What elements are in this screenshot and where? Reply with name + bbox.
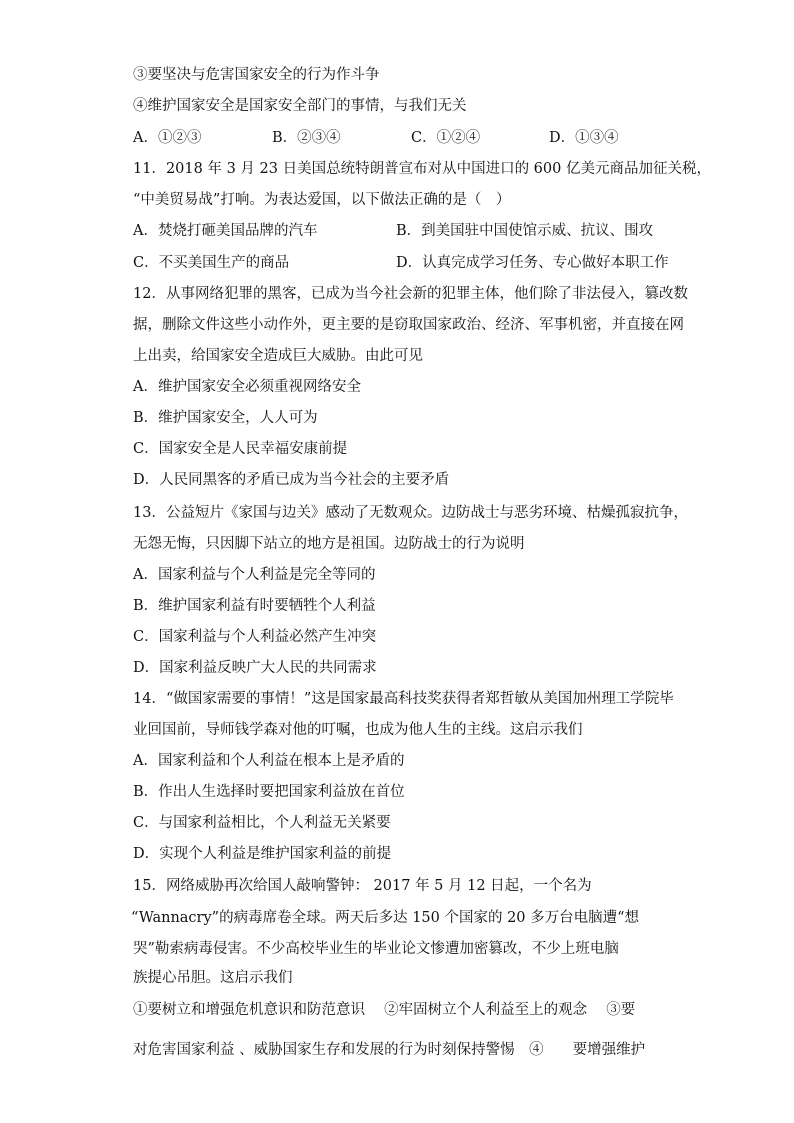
q15-stem-line-2: “Wannacry”的病毒席卷全球。两天后多达 150 个国家的 20 多万台电脑遭“想	[131, 910, 640, 926]
q15-stem-line-1: 15．网络威胁再次给国人敲响警钟： 2017 年 5 月 12 日起，一个名为	[133, 878, 592, 894]
q12-option-d: D．人民同黑客的矛盾已成为当今社会的主要矛盾	[133, 472, 450, 488]
q13-option-c: C．国家利益与个人利益必然产生冲突	[133, 629, 377, 645]
q15-stem-line-3: 哭”勒索病毒侵害。不少高校毕业生的毕业论文惨遭加密篡改，不少上班电脑	[133, 941, 619, 957]
q13-stem-line-1: 13．公益短片《家国与边关》感动了无数观众。边防战士与恶劣环境、枯燥孤寂抗争，	[133, 505, 688, 521]
q10-option-d: D．①③④	[549, 130, 619, 146]
q12-stem-line-3: 上出卖，给国家安全造成巨大威胁。由此可见	[133, 348, 423, 364]
q11-option-c: C．不买美国生产的商品	[133, 255, 290, 271]
q14-option-a: A．国家利益和个人利益在根本上是矛盾的	[133, 753, 405, 769]
q15-items-line-2: 对危害国家利益 、威胁国家生存和发展的行为时刻保持警惕 ④ 要增强维护	[133, 1042, 646, 1058]
q14-option-d: D．实现个人利益是维护国家利益的前提	[133, 846, 392, 862]
q14-option-c: C．与国家利益相比，个人利益无关紧要	[133, 815, 391, 831]
q13-option-d: D．国家利益反映广大人民的共同需求	[133, 660, 377, 676]
q14-stem-line-2: 业回国前，导师钱学森对他的叮嘱，也成为他人生的主线。这启示我们	[133, 722, 583, 738]
q11-option-d: D．认真完成学习任务、专心做好本职工作	[396, 255, 669, 271]
q12-option-b: B．维护国家安全，人人可为	[133, 410, 318, 426]
q12-option-a: A．维护国家安全必须重视网络安全	[133, 379, 361, 395]
q15-stem-line-4: 族提心吊胆。这启示我们	[133, 970, 293, 986]
q11-option-b: B．到美国驻中国使馆示威、抗议、围攻	[396, 223, 654, 239]
q11-stem-line-2: “中美贸易战”打响。为表达爱国，以下做法正确的是（ ）	[133, 192, 511, 208]
q13-option-b: B．维护国家利益有时要牺牲个人利益	[133, 598, 376, 614]
q10-option-b: B．②③④	[272, 130, 341, 146]
q11-option-a: A．焚烧打砸美国品牌的汽车	[133, 223, 318, 239]
q10-item-4: ④维护国家安全是国家安全部门的事情，与我们无关	[133, 98, 467, 114]
q12-stem-line-1: 12．从事网络犯罪的黑客，已成为当今社会新的犯罪主体，他们除了非法侵入，篡改数	[133, 286, 688, 302]
q10-option-a: A．①②③	[133, 130, 202, 146]
q12-option-c: C．国家安全是人民幸福安康前提	[133, 441, 348, 457]
q10-option-c: C．①②④	[411, 130, 481, 146]
q12-stem-line-2: 据，删除文件这些小动作外，更主要的是窃取国家政治、经济、军事机密，并直接在网	[133, 317, 684, 333]
q13-stem-line-2: 无怨无悔，只因脚下站立的地方是祖国。边防战士的行为说明	[133, 536, 525, 552]
q13-option-a: A．国家利益与个人利益是完全等同的	[133, 567, 376, 583]
q10-item-3: ③要坚决与危害国家安全的行为作斗争	[133, 67, 380, 83]
q14-stem-line-1: 14．“做国家需要的事情！”这是国家最高科技奖获得者郑哲敏从美国加州理工学院毕	[133, 691, 674, 707]
q15-items-line-1: ①要树立和增强危机意识和防范意识 ②牢固树立个人利益至上的观念 ③要	[133, 1002, 636, 1018]
q11-stem-line-1: 11．2018 年 3 月 23 日美国总统特朗普宣布对从中国进口的 600 亿美元商品加征关税，	[133, 161, 711, 177]
q14-option-b: B．作出人生选择时要把国家利益放在首位	[133, 784, 405, 800]
